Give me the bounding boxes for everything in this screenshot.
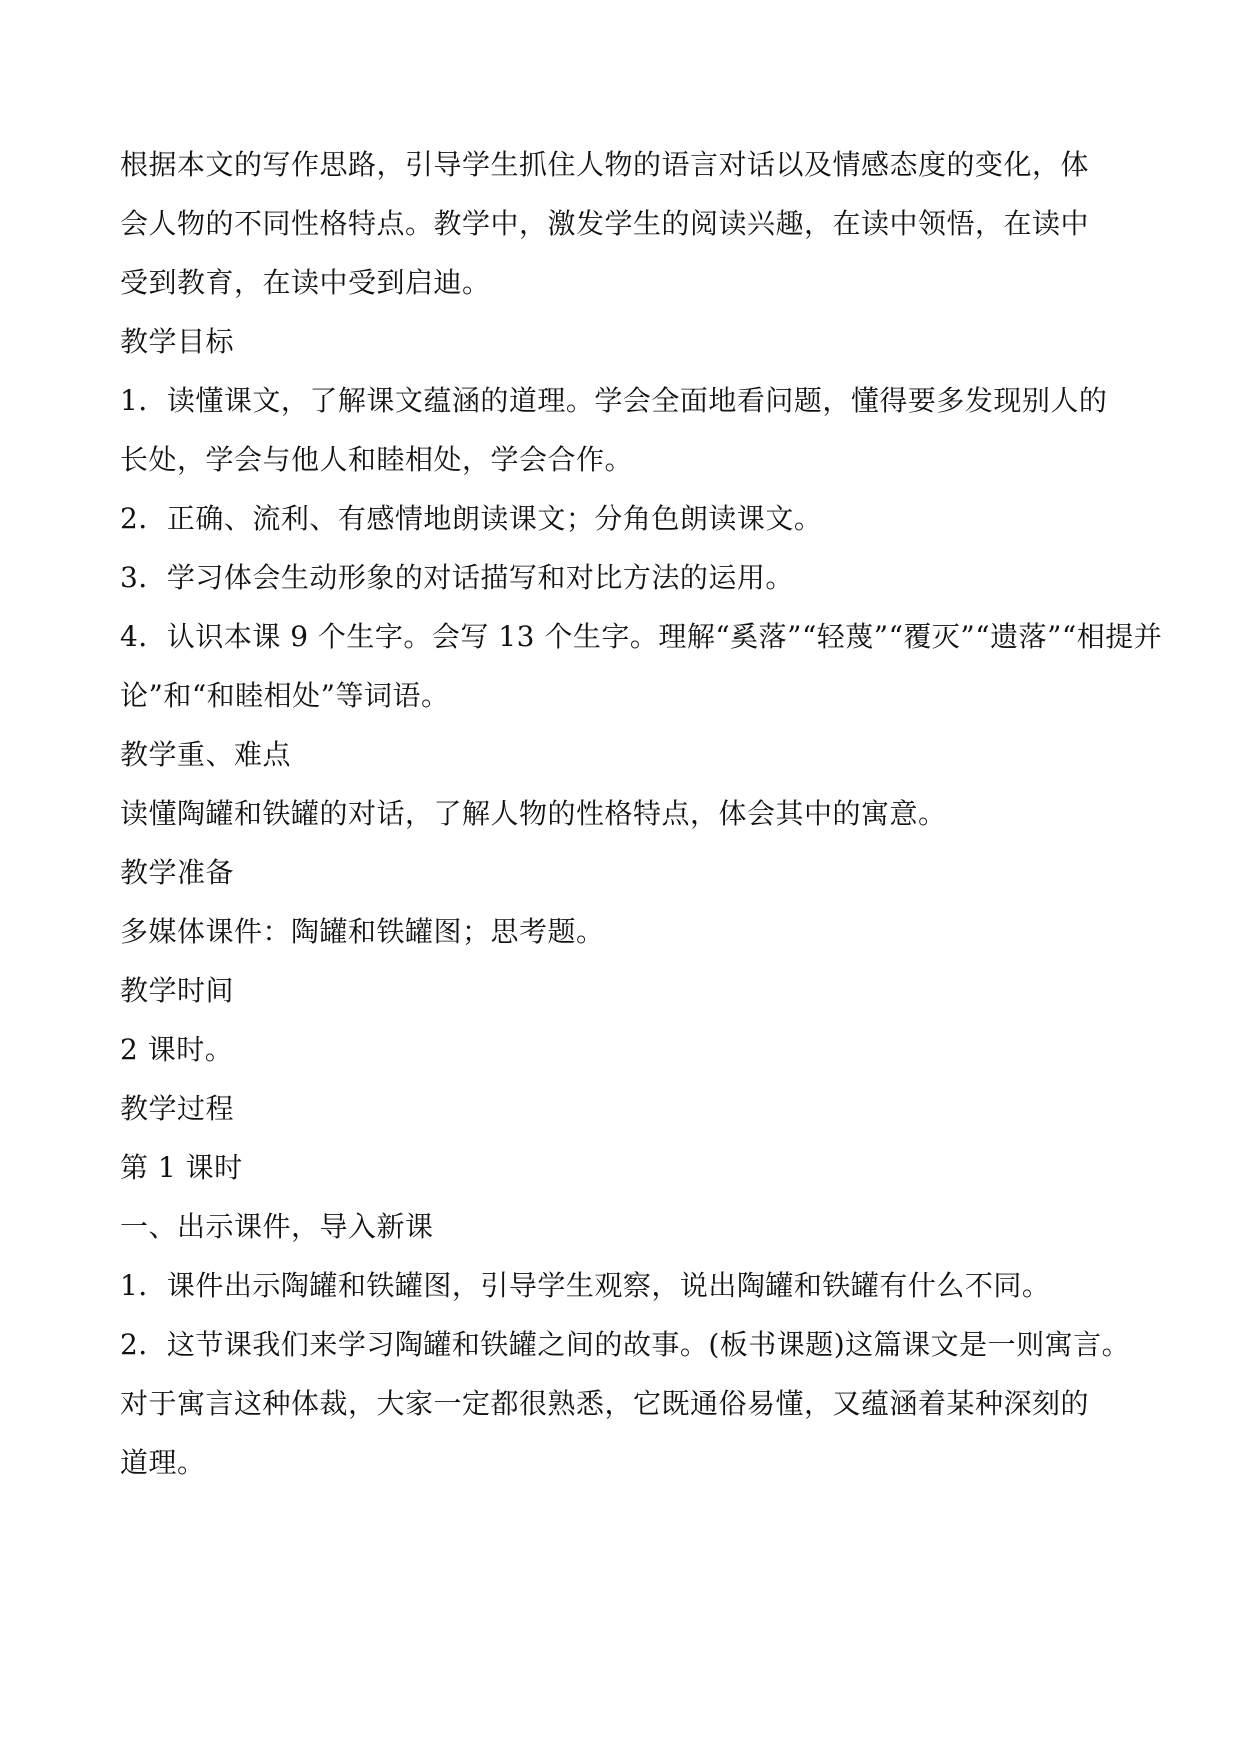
- section-heading: 教学时间: [120, 974, 235, 1007]
- paragraph-line: 论”和“和睦相处”等词语。: [120, 679, 450, 712]
- paragraph-line: 读懂陶罐和铁罐的对话，了解人物的性格特点，体会其中的寓意。: [120, 797, 947, 830]
- section-heading: 第 1 课时: [120, 1151, 243, 1184]
- paragraph-line: 2．正确、流利、有感情地朗读课文；分角色朗读课文。: [120, 502, 823, 535]
- paragraph-line: 道理。: [120, 1446, 206, 1479]
- section-heading: 教学准备: [120, 856, 235, 889]
- paragraph-line: 长处，学会与他人和睦相处，学会合作。: [120, 443, 634, 476]
- paragraph-line: 1．读懂课文，了解课文蕴涵的道理。学会全面地看问题，懂得要多发现别人的: [120, 384, 1108, 417]
- paragraph-line: 对于寓言这种体裁，大家一定都很熟悉，它既通俗易懂，又蕴涵着某种深刻的: [120, 1387, 1090, 1420]
- paragraph-line: 2．这节课我们来学习陶罐和铁罐之间的故事。(板书课题)这篇课文是一则寓言。: [120, 1328, 1131, 1361]
- paragraph-line: 4．认识本课 9 个生字。会写 13 个生字。理解“奚落”“轻蔑”“覆灭”“遗落”“相提并: [120, 620, 1163, 653]
- paragraph-line: 多媒体课件：陶罐和铁罐图；思考题。: [120, 915, 605, 948]
- section-heading: 教学重、难点: [120, 738, 292, 771]
- paragraph-line: 1．课件出示陶罐和铁罐图，引导学生观察，说出陶罐和铁罐有什么不同。: [120, 1269, 1051, 1302]
- section-heading: 一、出示课件，导入新课: [120, 1210, 434, 1243]
- paragraph-line: 3．学习体会生动形象的对话描写和对比方法的运用。: [120, 561, 794, 594]
- section-heading: 教学目标: [120, 325, 235, 358]
- paragraph-line: 2 课时。: [120, 1033, 234, 1066]
- section-heading: 教学过程: [120, 1092, 235, 1125]
- paragraph-line: 受到教育，在读中受到启迪。: [120, 266, 491, 299]
- paragraph-line: 根据本文的写作思路，引导学生抓住人物的语言对话以及情感态度的变化，体: [120, 148, 1090, 181]
- paragraph-line: 会人物的不同性格特点。教学中，激发学生的阅读兴趣，在读中领悟，在读中: [120, 207, 1090, 240]
